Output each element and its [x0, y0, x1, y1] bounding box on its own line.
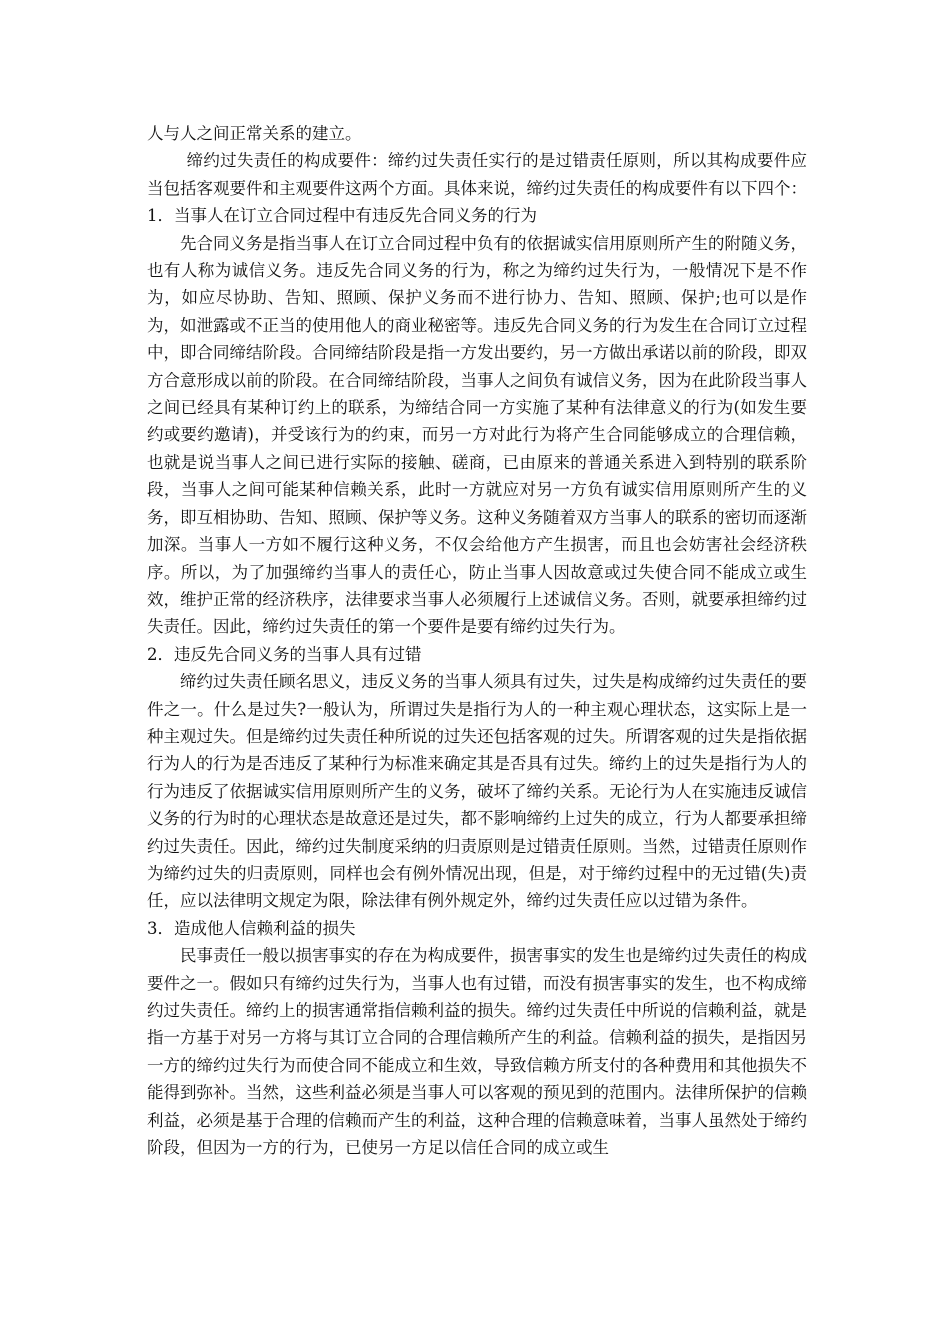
section-heading-1: 1．当事人在订立合同过程中有违反先合同义务的行为: [147, 206, 537, 226]
paragraph-constituent-elements-intro: 缔约过失责任的构成要件：缔约过失责任实行的是过错责任原则，所以其构成要件应当包括客观要件和主观要件这两个方面。具体来说，缔约过失责任的构成要件有以下四个：: [147, 151, 807, 198]
paragraph-reliance-interest-loss: 民事责任一般以损害事实的存在为构成要件，损害事实的发生也是缔约过失责任的构成要件之一。假如只有缔约过失行为，当事人也有过错，而没有损害事实的发生，也不构成缔约过失责任。缔约上的损害通常指信赖利益的损失。缔约过失责任中所说的信赖利益，就是指一方基于对另一方将与其订立合同的合理信赖所产生的利益。信赖利益的损失，是指因另一方的缔约过失行为而使合同不能成立和生效，导致信赖方所支付的各种费用和其他损失不能得到弥补。当然，这些利益必须是当事人可以客观的预见到的范围内。法律所保护的信赖利益，必须是基于合理的信赖而产生的利益，这种合理的信赖意味着，当事人虽然处于缔约阶段，但因为一方的行为，已使另一方足以信任合同的成立或生: [147, 946, 807, 1158]
section-heading-3: 3．造成他人信赖利益的损失: [147, 918, 356, 938]
document-body: [147, 120, 807, 1161]
continuation-line: 人与人之间正常关系的建立。: [147, 124, 362, 143]
paragraph-pre-contract-duty: 先合同义务是指当事人在订立合同过程中负有的依据诚实信用原则所产生的附随义务，也有人称为诚信义务。违反先合同义务的行为，称之为缔约过失行为，一般情况下是不作为，如应尽协助、告知、照顾、保护义务而不进行协力、告知、照顾、保护;也可以是作为，如泄露或不正当的使用他人的商业秘密等。违反先合同义务的行为发生在合同订立过程中，即合同缔结阶段。合同缔结阶段是指一方发出要约，另一方做出承诺以前的阶段，即双方合意形成以前的阶段。在合同缔结阶段，当事人之间负有诚信义务，因为在此阶段当事人之间已经具有某种订约上的联系，为缔结合同一方实施了某种有法律意义的行为(如发生要约或要约邀请)，并受该行为的约束，而另一方对此行为将产生合同能够成立的合理信赖，也就是说当事人之间已进行实际的接触、磋商，已由原来的普通关系进入到特别的联系阶段，当事人之间可能某种信赖关系，此时一方就应对另一方负有诚实信用原则所产生的义务，即互相协助、告知、照顾、保护等义务。这种义务随着双方当事人的联系的密切而逐渐加深。当事人一方如不履行这种义务，不仅会给他方产生损害，而且也会妨害社会经济秩序。所以，为了加强缔约当事人的责任心，防止当事人因故意或过失使合同不能成立或生效，维护正常的经济秩序，法律要求当事人必须履行上述诚信义务。否则，就要承担缔约过失责任。因此，缔约过失责任的第一个要件是要有缔约过失行为。: [147, 233, 807, 637]
section-heading-2: 2．违反先合同义务的当事人具有过错: [147, 644, 422, 664]
paragraph-fault: 缔约过失责任顾名思义，违反义务的当事人须具有过失，过失是构成缔约过失责任的要件之一。什么是过失?一般认为，所谓过失是指行为人的一种主观心理状态，这实际上是一种主观过失。但是缔约过失责任种所说的过失还包括客观的过失。所谓客观的过失是指依据行为人的行为是否违反了某种行为标准来确定其是否具有过失。缔约上的过失是指行为人的行为违反了依据诚实信用原则所产生的义务，破坏了缔约关系。无论行为人在实施违反诚信义务的行为时的心理状态是故意还是过失，都不影响缔约上过失的成立，行为人都要承担缔约过失责任。因此，缔约过失制度采纳的归责原则是过错责任原则。当然，过错责任原则作为缔约过失的归责原则，同样也会有例外情况出现，但是，对于缔约过程中的无过错(失)责任，应以法律明文规定为限，除法律有例外规定外，缔约过失责任应以过错为条件。: [147, 672, 807, 911]
